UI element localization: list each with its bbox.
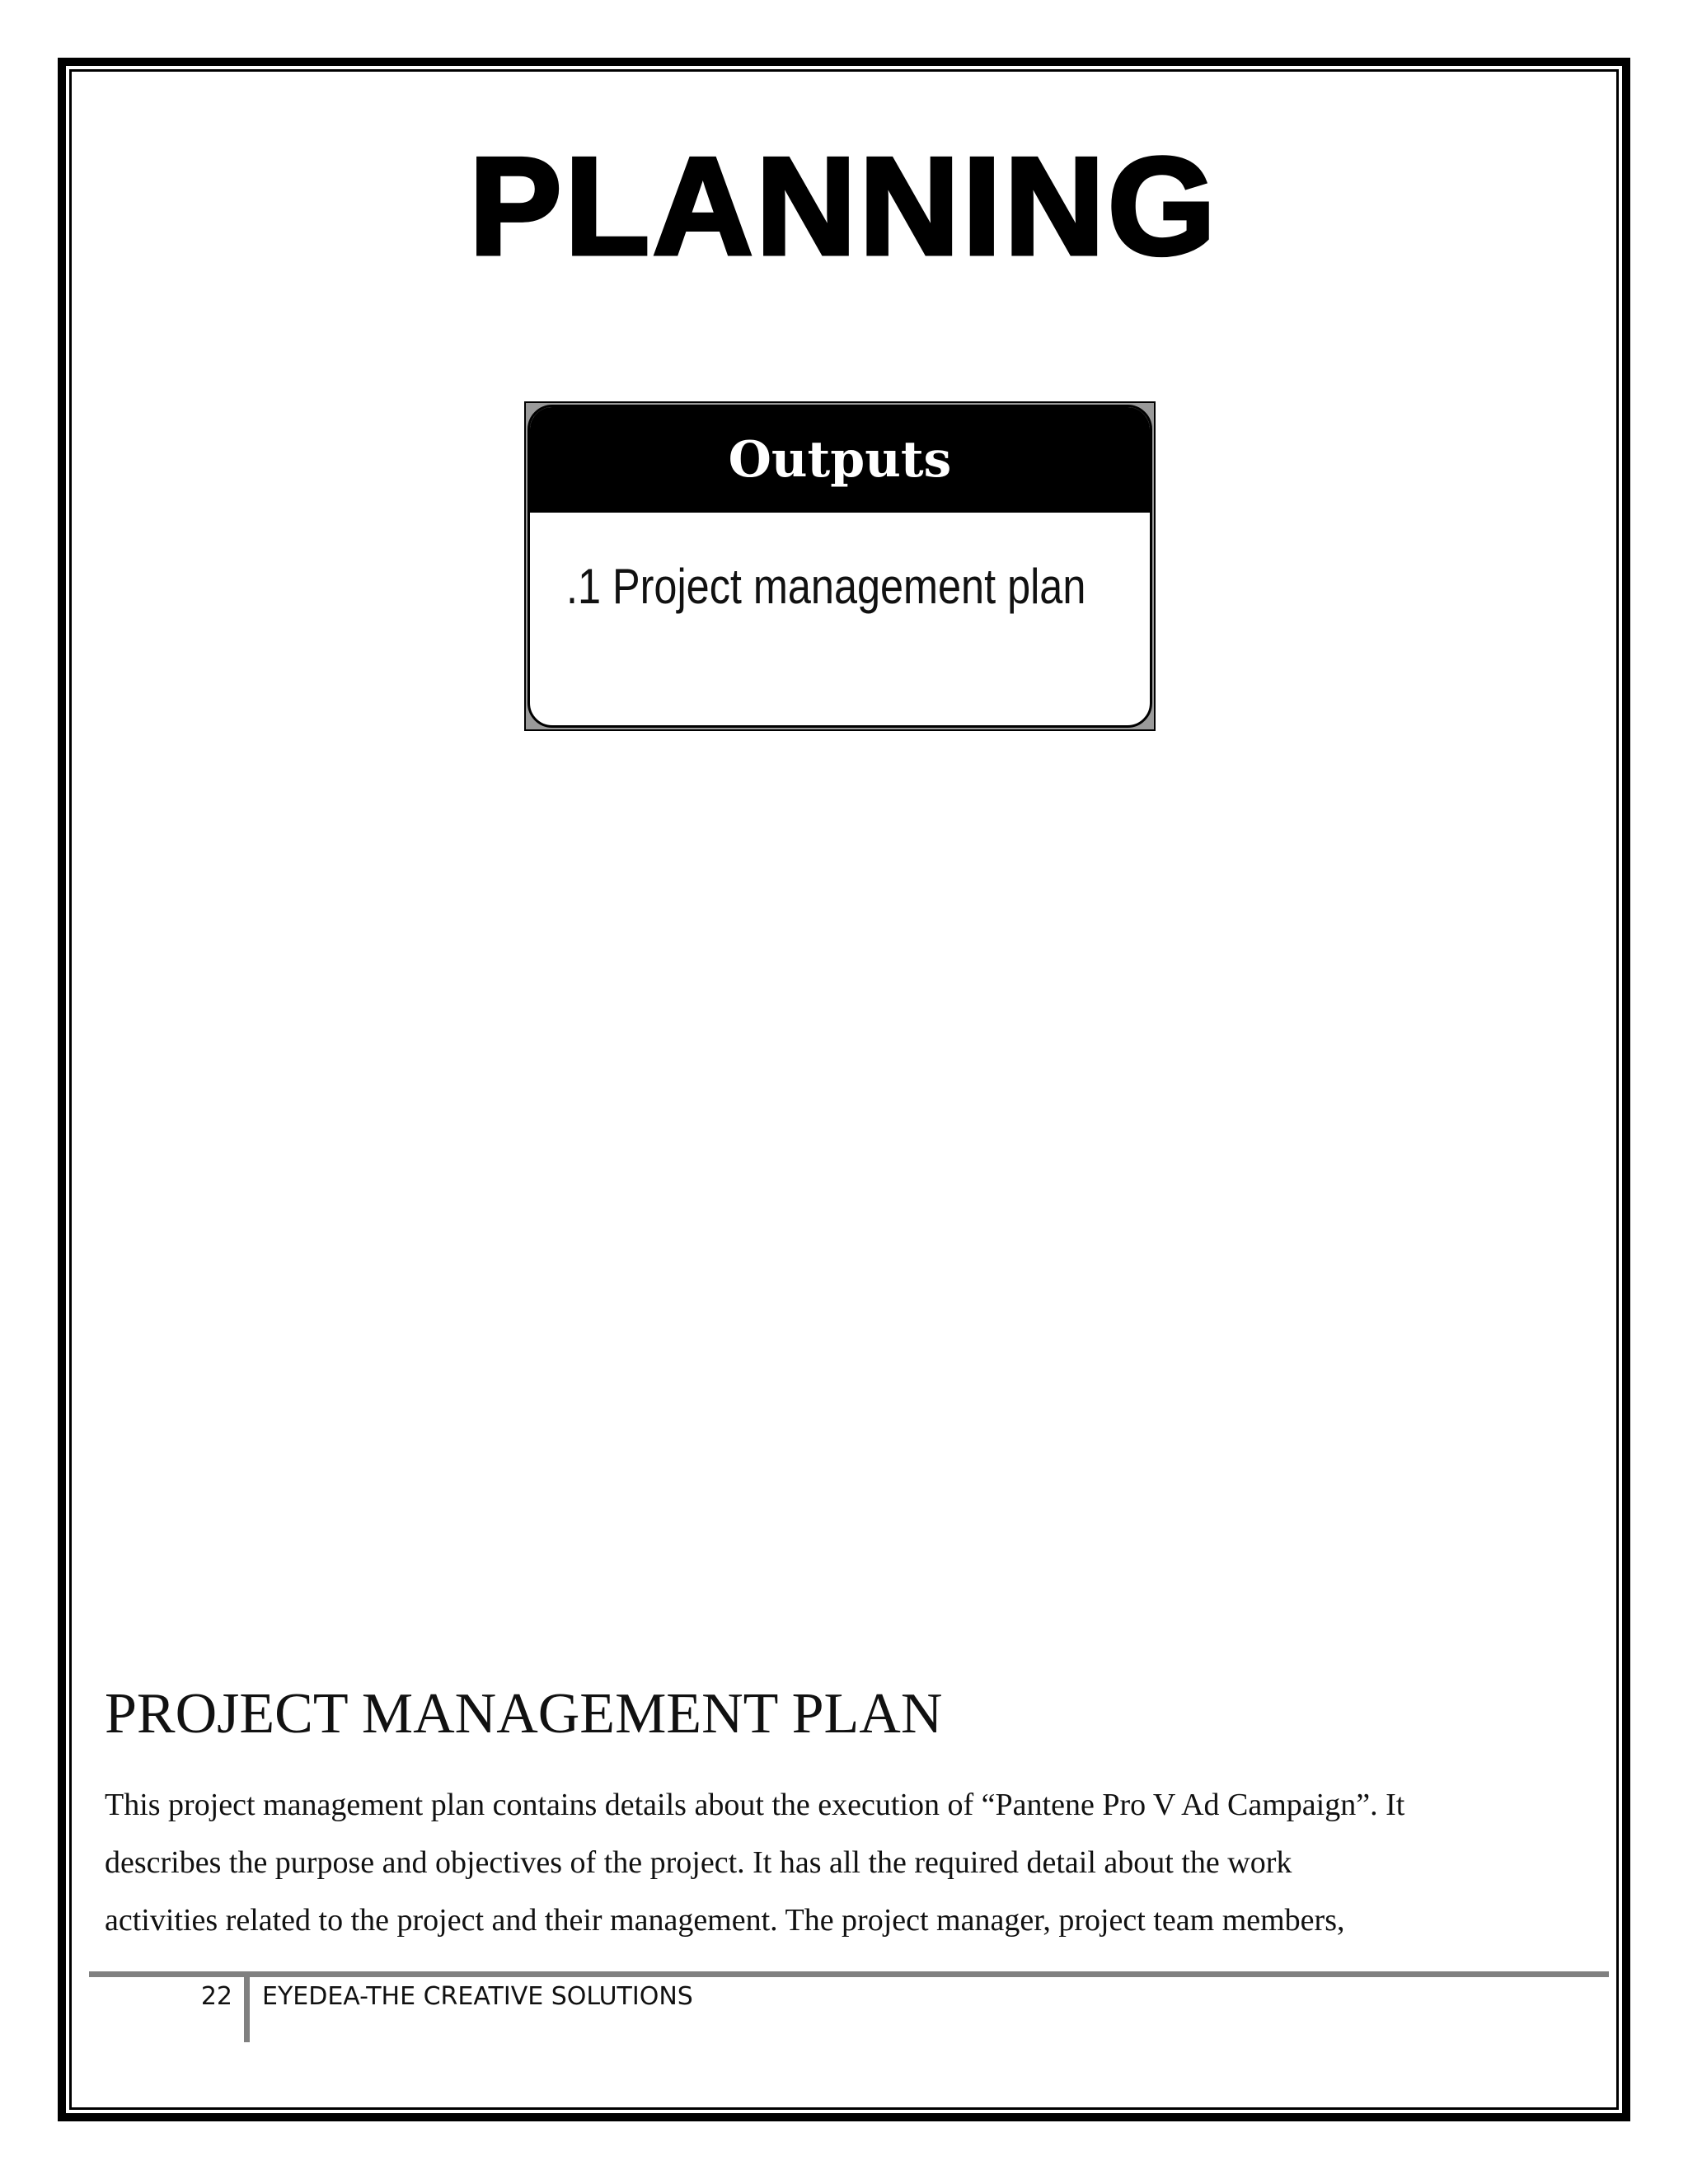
paragraph-line: activities related to the project and their management. The project manager, project team members, — [105, 1903, 1345, 1938]
footer-vertical-rule — [244, 1971, 250, 2042]
body-paragraph — [105, 1776, 1580, 1949]
paragraph-line: This project management plan contains details about the execution of “Pantene Pro V Ad Campaign”. It — [105, 1788, 1405, 1822]
footer-text: EYEDEA-THE CREATIVE SOLUTIONS — [262, 1982, 693, 2011]
footer-horizontal-rule — [89, 1971, 1609, 1977]
outputs-item: .1 Project management plan — [566, 559, 1086, 614]
paragraph-line: describes the purpose and objectives of the project. It has all the required detail about the work — [105, 1845, 1292, 1880]
outputs-box-inner — [528, 405, 1152, 728]
page-title: PLANNING — [469, 129, 1219, 284]
outputs-header: Outputs — [530, 407, 1150, 513]
section-heading: PROJECT MANAGEMENT PLAN — [105, 1682, 943, 1746]
outputs-box — [524, 401, 1156, 731]
page-number: 22 — [200, 1982, 232, 2011]
